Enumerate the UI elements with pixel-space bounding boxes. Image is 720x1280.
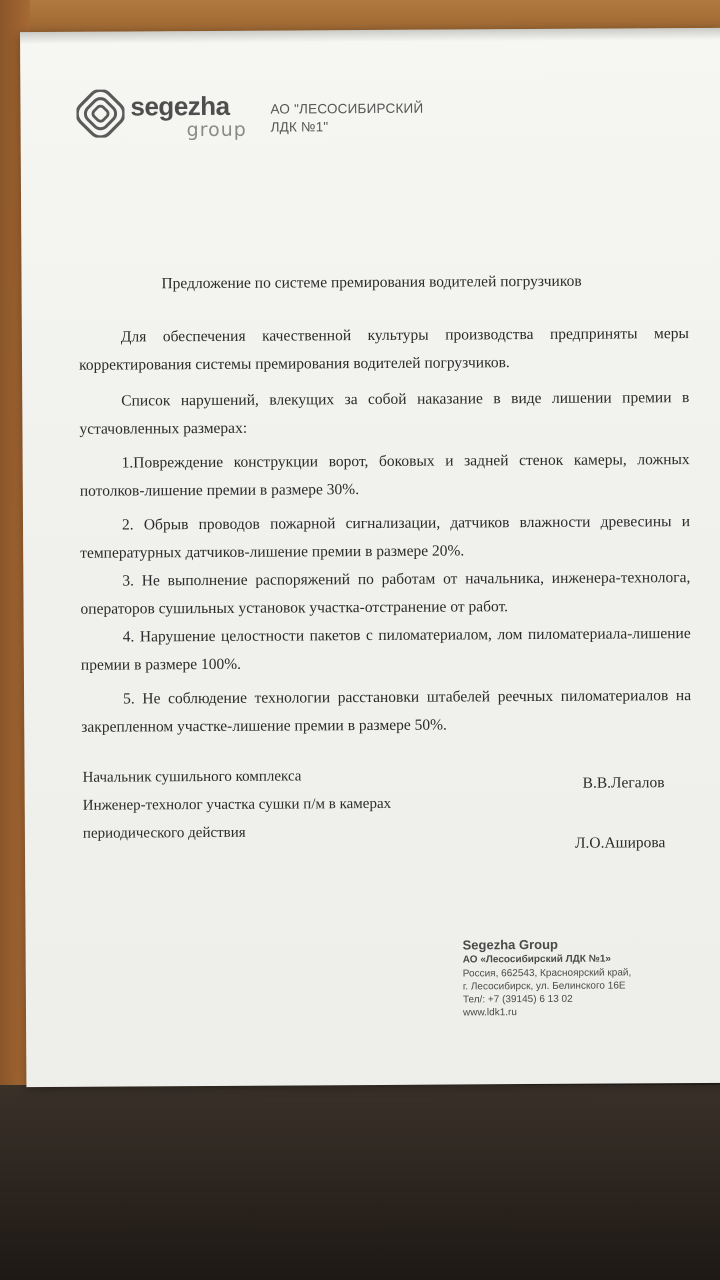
signatory-name-1: В.В.Легалов xyxy=(582,774,665,792)
violation-item-4: 4. Нарушение целостности пакетов с пиломатериалом, лом пиломатериала-лишение премии в размере 100%. xyxy=(80,625,691,674)
signatory-name-2: Л.О.Аширова xyxy=(574,834,666,852)
dark-floor xyxy=(0,1085,720,1280)
logo-company-name xyxy=(270,100,430,137)
document-title: Предложение по системе премирования водителей погрузчиков xyxy=(161,272,582,293)
position-engineer-line1: Инженер-технолог участка сушки п/м в камерах xyxy=(82,795,392,814)
violation-item-1: 1.Повреждение конструкции ворот, боковых и задней стенок камеры, ложных потолков-лишение премии в размере 30%. xyxy=(79,451,690,500)
logo-group-word: group xyxy=(186,118,247,142)
footer-website: www.ldk1.ru xyxy=(462,1007,517,1019)
footer-contacts xyxy=(463,936,703,1019)
logo-company-line2: ЛДК №1" xyxy=(270,119,329,135)
position-engineer-line2: периодического действия xyxy=(82,824,246,842)
violation-item-5: 5. Не соблюдение технологии расстановки штабелей реечных пиломатериалов на закрепленном участке-лишение премии в размере 50%. xyxy=(81,687,692,736)
logo-brand-name: segezha xyxy=(130,90,230,122)
document-paper xyxy=(20,28,720,1087)
violation-item-2: 2. Обрыв проводов пожарной сигнализации, датчиков влажности древесины и температурных датчиков-лишение премии в размере 20%. xyxy=(80,513,691,562)
footer-company: АО «Лесосибирский ЛДК №1» xyxy=(462,953,611,966)
footer-address-1: Россия, 662543, Красноярский край, xyxy=(462,967,632,980)
violation-item-3: 3. Не выполнение распоряжений по работам от начальника, инженера-технолога, операторов сушильных установок участка-отстранение от работ. xyxy=(80,569,691,618)
position-head-of-drying-complex: Начальник сушильного комплекса xyxy=(82,768,302,786)
footer-address-2: г. Лесосибирск, ул. Белинского 16Е xyxy=(462,980,626,993)
footer-brand: Segezha Group xyxy=(462,936,558,953)
segezha-logo-icon xyxy=(76,90,124,138)
list-intro-paragraph: Список нарушений, влекущих за собой наказание в виде лишении премии в устачовленных размерах: xyxy=(79,389,690,438)
logo-company-line1: АО "ЛЕСОСИБИРСКИЙ xyxy=(270,100,424,117)
footer-phone: Тел/: +7 (39145) 6 13 02 xyxy=(462,993,573,1006)
signatories-positions xyxy=(82,761,483,847)
company-logo xyxy=(76,88,424,150)
intro-paragraph: Для обеспечения качественной культуры производства предприняты меры корректирования системы премирования водителей погрузчиков. xyxy=(78,325,689,374)
